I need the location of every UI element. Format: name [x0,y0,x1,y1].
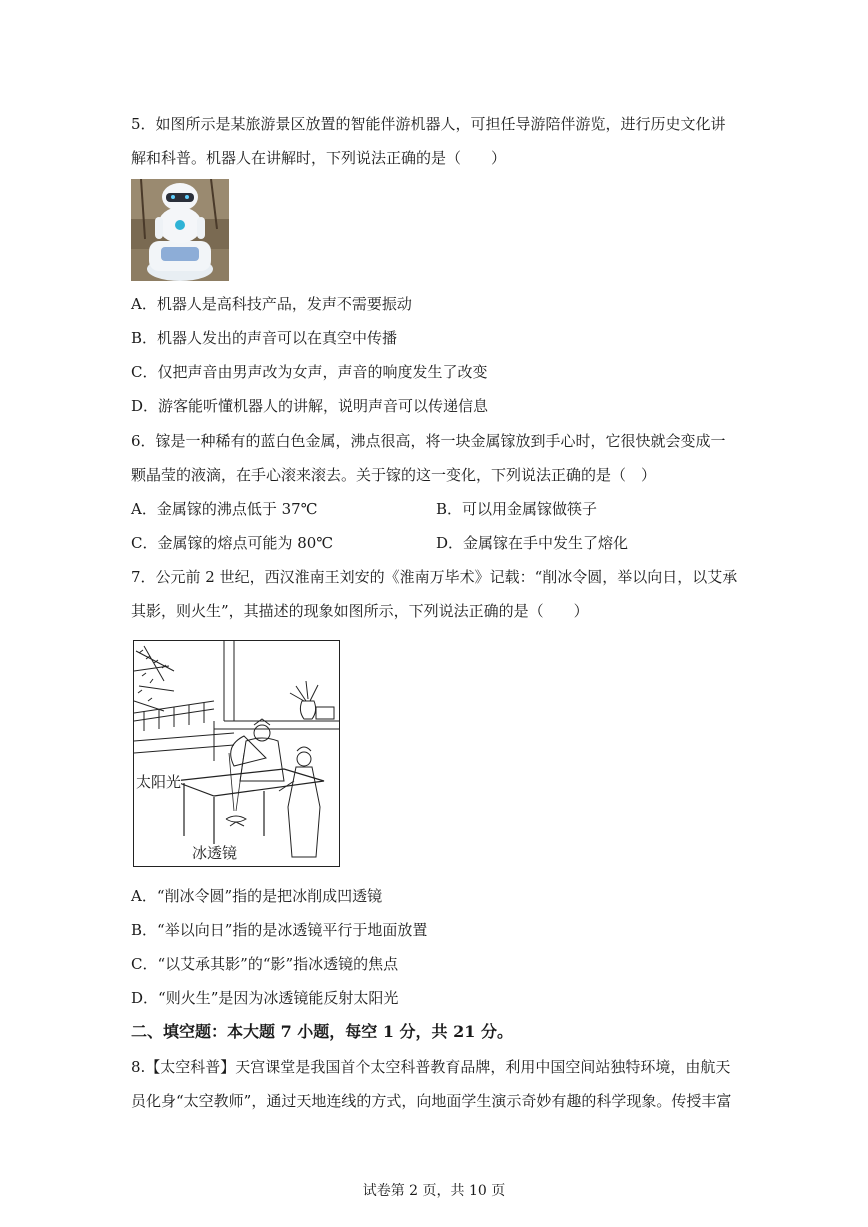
q7-option-a: A．“削冰令圆”指的是把冰削成凹透镜 [131,887,383,905]
robot-photo [131,179,229,281]
sun-label: 太阳光 [136,773,182,791]
ice-lens-label: 冰透镜 [192,844,238,862]
q6-option-d: D．金属镓在手中发生了熔化 [436,534,629,552]
q7-option-c: C．“以艾承其影”的“影”指冰透镜的焦点 [131,955,399,973]
page-footer: 试卷第 2 页，共 10 页 [362,1183,506,1199]
q5-option-b: B．机器人发出的声音可以在真空中传播 [131,329,398,347]
q5-option-d: D．游客能听懂机器人的讲解，说明声音可以传递信息 [131,397,489,415]
robot-image-icon [131,179,229,281]
q5-stem-line1: 5．如图所示是某旅游景区放置的智能伴游机器人，可担任导游陪伴游览，进行历史文化讲 [131,115,726,133]
q6-option-a: A．金属镓的沸点低于 37℃ [131,500,318,518]
q7-option-d: D．“则火生”是因为冰透镜能反射太阳光 [131,989,399,1007]
q5-option-a: A．机器人是高科技产品，发声不需要振动 [131,295,412,313]
q8-stem-line1: 8.【太空科普】天宫课堂是我国首个太空科普教育品牌，利用中国空间站独特环境，由航天 [131,1058,731,1076]
ancient-scene-icon [134,641,339,866]
q8-stem-line2: 员化身“太空教师”，通过天地连线的方式，向地面学生演示奇妙有趣的科学现象。传授丰富 [131,1092,732,1110]
q7-option-b: B．“举以向日”指的是冰透镜平行于地面放置 [131,921,428,939]
q6-option-c: C．金属镓的熔点可能为 80℃ [131,534,334,552]
q6-stem-line1: 6．镓是一种稀有的蓝白色金属，沸点很高，将一块金属镓放到手心时，它很快就会变成一 [131,432,726,450]
q7-stem-line1: 7．公元前 2 世纪，西汉淮南王刘安的《淮南万毕术》记载：“削冰令圆，举以向日，以艾承 [131,568,738,586]
q7-stem-line2: 其影，则火生”，其描述的现象如图所示，下列说法正确的是（ ） [131,602,589,620]
q6-stem-line2: 颗晶莹的液滴，在手心滚来滚去。关于镓的这一变化，下列说法正确的是（ ） [131,466,657,484]
ice-lens-illustration [133,640,340,867]
section-title: 二、填空题：本大题 7 小题，每空 1 分，共 21 分。 [131,1022,513,1041]
q5-option-c: C．仅把声音由男声改为女声，声音的响度发生了改变 [131,363,488,381]
q6-option-b: B．可以用金属镓做筷子 [436,500,598,518]
q5-stem-line2: 解和科普。机器人在讲解时，下列说法正确的是（ ） [131,149,507,167]
